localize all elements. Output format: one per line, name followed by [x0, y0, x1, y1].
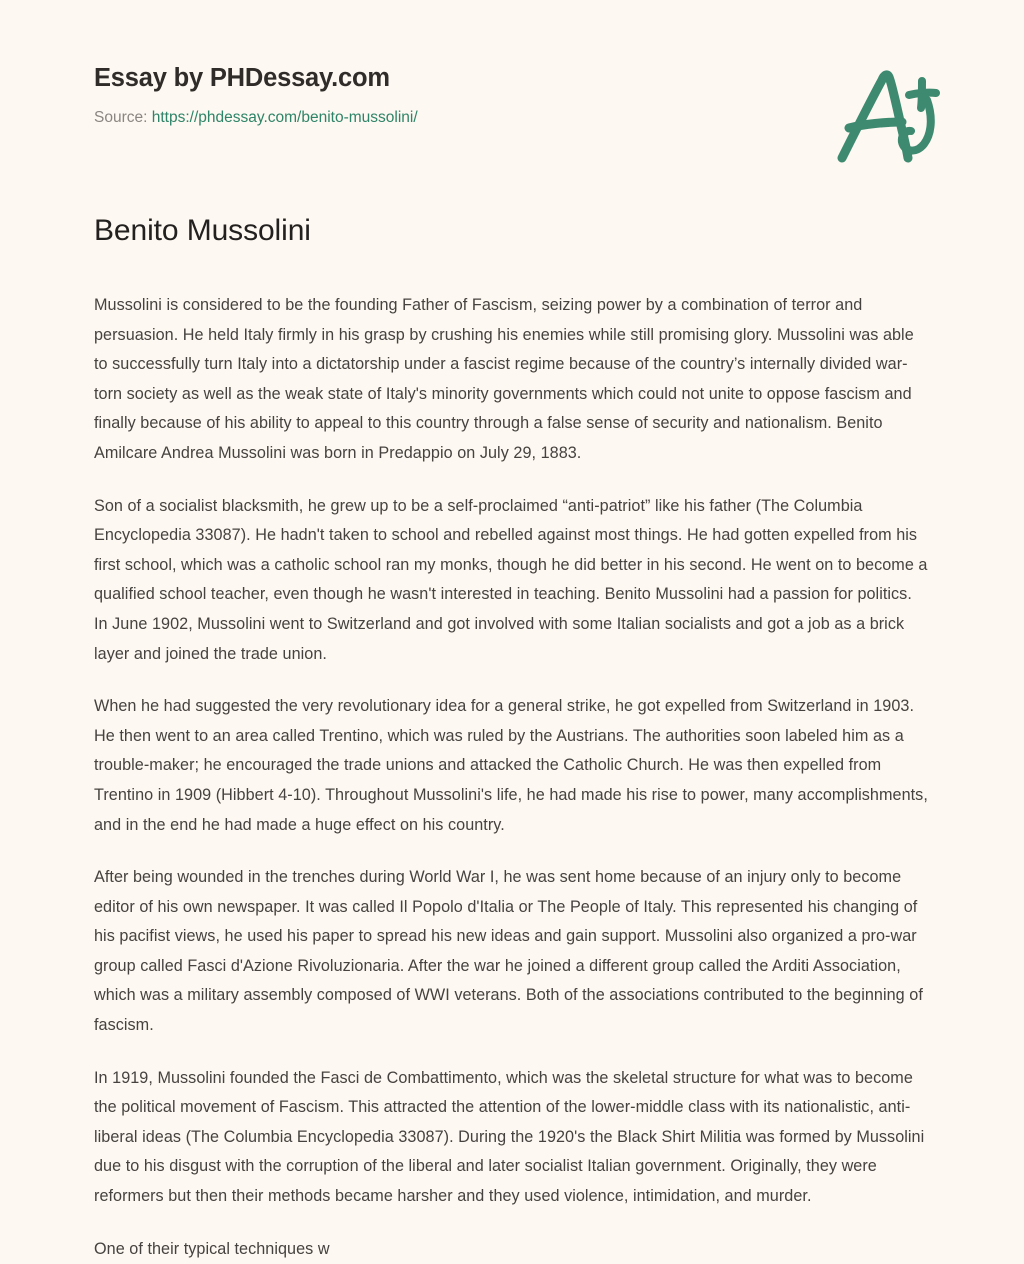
page-header	[94, 64, 946, 174]
page-title: Benito Mussolini	[94, 214, 311, 247]
paragraph: In 1919, Mussolini founded the Fasci de Combattimento, which was the skeletal structure for what was to become the political movement of Fascism. This attracted the attention of the lower-middle class with its nationalistic, anti-liberal ideas (The Columbia Encyclopedia 33087). During the 1920's the Black Shirt Militia was formed by Mussolini due to his disgust with the corruption of the liberal and later socialist Italian government. Originally, they were reformers but then their methods became harsher and they used violence, intimidation, and murder.	[94, 1068, 925, 1206]
paragraph-truncated: One of their typical techniques w	[94, 1239, 330, 1258]
source-label: Source:	[94, 109, 148, 127]
paragraph: After being wounded in the trenches during World War I, he was sent home because of an injury only to become editor of his own newspaper. It was called Il Popolo d'Italia or The People of Italy. This represented his changing of his pacifist views, he used his paper to spread his new ideas and gain support. Mussolini also organized a pro-war group called Fasci d'Azione Rivoluzionaria. After the war he joined a different group called the Arditi Association, which was a military assembly composed of WWI veterans. Both of the associations contributed to the beginning of fascism.	[94, 868, 923, 1035]
a-plus-logo-svg	[826, 62, 946, 166]
source-line	[94, 109, 418, 128]
paragraph: Mussolini is considered to be the founding Father of Fascism, seizing power by a combination of terror and persuasion. He held Italy firmly in his grasp by crushing his enemies while still promising glory. Mussolini was able to successfully turn Italy into a dictatorship under a fascist regime because of the country’s internally divided war-torn society as well as the weak state of Italy's minority governments which could not unite to oppose fascism and finally because of his ability to appeal to this country through a false sense of security and nationalism. Benito Amilcare Andrea Mussolini was born in Predappio on July 29, 1883.	[94, 296, 914, 462]
brand-title: Essay by PHDessay.com	[94, 64, 390, 92]
article-body	[94, 213, 930, 1264]
paragraph: When he had suggested the very revolutionary idea for a general strike, he got expelled from Switzerland in 1903. He then went to an area called Trentino, which was ruled by the Austrians. The authorities soon labeled him as a trouble-maker; he encouraged the trade unions and attacked the Catholic Church. He was then expelled from Trentino in 1909 (Hibbert 4-10). Throughout Mussolini's life, he had made his rise to power, many accomplishments, and in the end he had made a huge effect on his country.	[94, 697, 928, 834]
brand-block	[94, 64, 418, 128]
a-plus-logo-icon	[826, 62, 946, 166]
source-url-link[interactable]: https://phdessay.com/benito-mussolini/	[151, 109, 418, 127]
paragraph: Son of a socialist blacksmith, he grew up to be a self-proclaimed “anti-patriot” like his father (The Columbia Encyclopedia 33087). He hadn't taken to school and rebelled against most things. He had gotten expelled from his first school, which was a catholic school ran my monks, though he did better in his second. He went on to become a qualified school teacher, even though he wasn't interested in teaching. Benito Mussolini had a passion for politics. In June 1902, Mussolini went to Switzerland and got involved with some Italian socialists and got a job as a brick layer and joined the trade union.	[94, 496, 928, 663]
